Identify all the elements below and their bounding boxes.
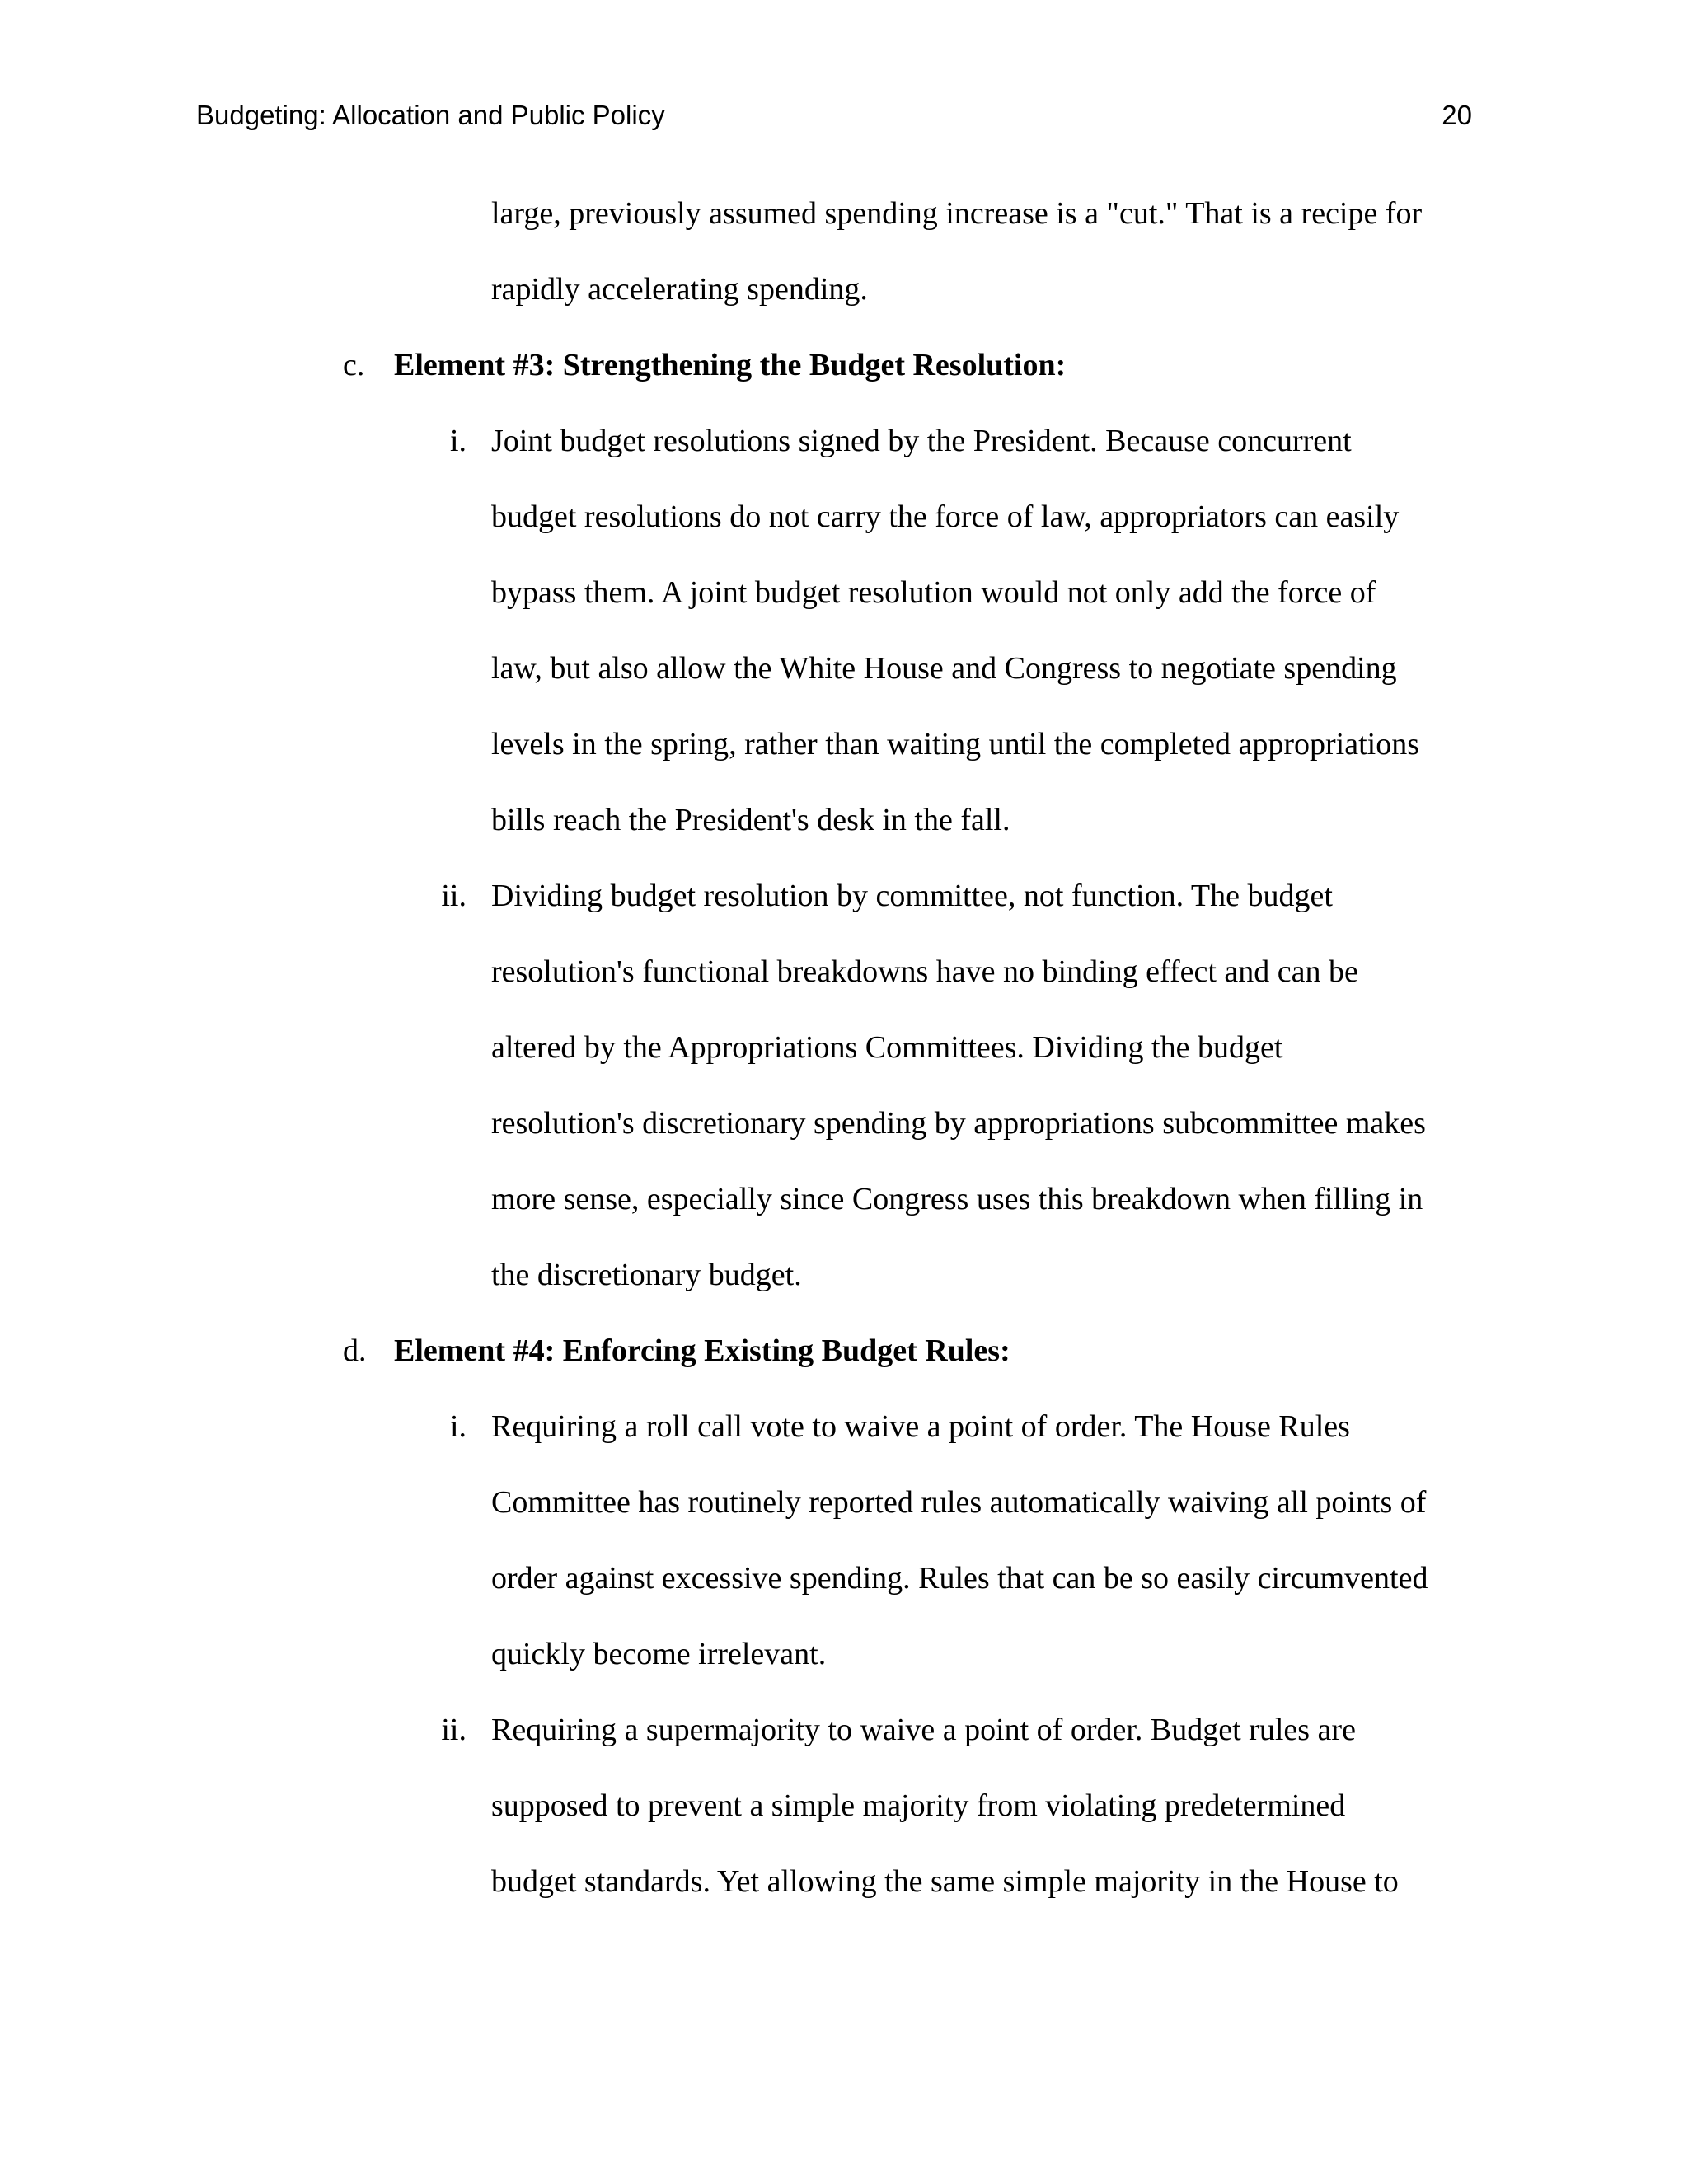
item-marker: ii. — [441, 1713, 467, 1747]
body-text-line: Requiring a roll call vote to waive a point of order. The House Rules — [491, 1409, 1350, 1444]
item-marker: i. — [449, 424, 467, 458]
body-text-line: Joint budget resolutions signed by the President. Because concurrent — [491, 424, 1352, 458]
section-heading: Element #3: Strengthening the Budget Resolution: — [394, 348, 1067, 382]
item-marker: i. — [449, 1409, 467, 1444]
body-text-line: resolution's functional breakdowns have no binding effect and can be — [491, 954, 1358, 989]
section-marker: c. — [343, 348, 365, 382]
item-marker: ii. — [441, 879, 467, 913]
section-heading: Element #4: Enforcing Existing Budget Rules: — [394, 1333, 1010, 1368]
body-text-line: resolution's discretionary spending by appropriations subcommittee makes — [491, 1106, 1426, 1141]
body-text-line: supposed to prevent a simple majority from violating predetermined — [491, 1788, 1346, 1823]
body-text-line: law, but also allow the White House and Congress to negotiate spending — [491, 651, 1397, 686]
running-header-title: Budgeting: Allocation and Public Policy — [196, 100, 665, 130]
body-text-line: budget resolutions do not carry the force of law, appropriators can easily — [491, 499, 1400, 534]
body-text-line: the discretionary budget. — [491, 1258, 802, 1292]
body-text-line: quickly become irrelevant. — [491, 1637, 827, 1671]
section-marker: d. — [343, 1333, 367, 1368]
body-text-line: large, previously assumed spending increase is a "cut." That is a recipe for — [491, 196, 1423, 231]
body-text-line: rapidly accelerating spending. — [491, 272, 868, 307]
body-text-line: more sense, especially since Congress uses this breakdown when filling in — [491, 1182, 1423, 1216]
body-text-line: Dividing budget resolution by committee, not function. The budget — [491, 879, 1333, 913]
body-text-line: altered by the Appropriations Committees. Dividing the budget — [491, 1030, 1283, 1065]
page-number: 20 — [1442, 100, 1472, 130]
body-text-line: bypass them. A joint budget resolution would not only add the force of — [491, 575, 1376, 610]
body-text-line: budget standards. Yet allowing the same simple majority in the House to — [491, 1864, 1399, 1899]
body-text-line: order against excessive spending. Rules that can be so easily circumvented — [491, 1561, 1428, 1596]
body-text-line: bills reach the President's desk in the fall. — [491, 803, 1010, 837]
body-text-line: levels in the spring, rather than waiting until the completed appropriations — [491, 727, 1419, 762]
body-text-line: Requiring a supermajority to waive a point of order. Budget rules are — [491, 1713, 1356, 1747]
body-text-line: Committee has routinely reported rules automatically waiving all points of — [491, 1485, 1427, 1520]
